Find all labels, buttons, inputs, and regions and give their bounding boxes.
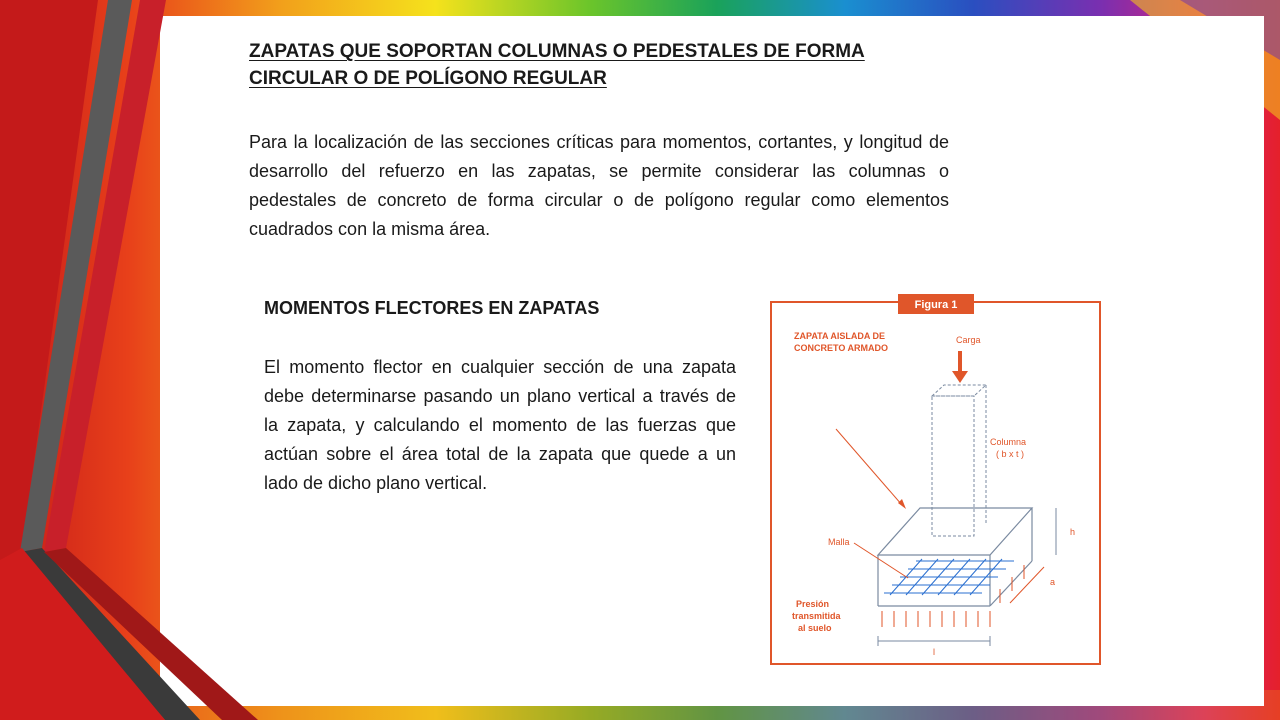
- footing-figure: [770, 293, 1102, 666]
- title-line-1: ZAPATAS QUE SOPORTAN COLUMNAS O PEDESTALES DE FORMA: [249, 41, 865, 62]
- label-columna: Columna: [990, 437, 1027, 447]
- label-carga: Carga: [956, 335, 981, 345]
- slide-title: [249, 38, 969, 92]
- label-h: h: [1070, 527, 1076, 537]
- label-columna-dims: ( b x t ): [996, 449, 1025, 459]
- left-stripe-decoration: [0, 0, 260, 720]
- section-paragraph: El momento flector en cualquier sección de una zapata debe determinarse pasando un plano vertical a través de la zapata, y calculando el momento de las fuerzas que actúan sobre el área total de la zapata que quede a un lado de dicho plano vertical.: [264, 357, 736, 493]
- label-presion-1: Presión: [796, 599, 830, 609]
- title-line-2: CIRCULAR O DE POLÍGONO REGULAR: [249, 68, 607, 89]
- label-zapata-1: ZAPATA AISLADA DE: [794, 331, 885, 341]
- label-presion-2: transmitida: [792, 611, 841, 621]
- label-l: l: [933, 647, 935, 657]
- label-a: a: [1050, 577, 1056, 587]
- figure-tag: Figura 1: [914, 299, 958, 311]
- figure-border: [771, 302, 1100, 664]
- section-heading: MOMENTOS FLECTORES EN ZAPATAS: [264, 298, 600, 318]
- label-presion-3: al suelo: [798, 623, 832, 633]
- label-malla: Malla: [828, 537, 850, 547]
- intro-paragraph: Para la localización de las secciones críticas para momentos, cortantes, y longitud de desarrollo del refuerzo en las zapatas, se permite considerar las columnas o pedestales de concreto de forma circular o de polígono regular como elementos cuadrados con la misma área.: [249, 132, 949, 239]
- label-zapata-2: CONCRETO ARMADO: [794, 343, 888, 353]
